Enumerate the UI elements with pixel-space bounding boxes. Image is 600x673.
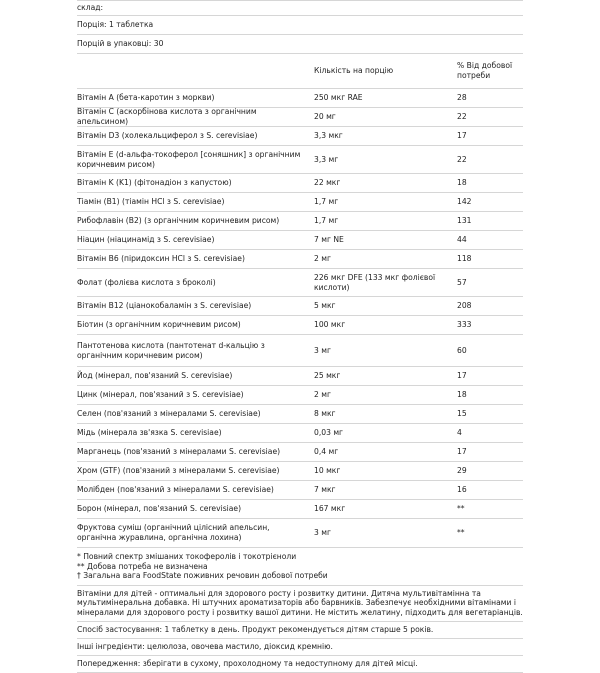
daily-value-percent: ** [457, 504, 465, 514]
daily-value-percent: 57 [457, 277, 467, 287]
amount-per-serving: 226 мкг DFE (133 мкг фолієвої кислоти) [314, 272, 436, 292]
amount-per-serving: 2 мг [314, 390, 331, 400]
nutrient-name: Вітамін А (бета-каротин з моркви) [77, 93, 215, 103]
footnote: † Загальна вага FoodState поживних речовин добової потреби [77, 571, 328, 580]
table-row [77, 231, 523, 249]
daily-value-percent: 142 [457, 197, 472, 207]
nutrient-name: Цинк (мінерал, пов'язаний з S. cerevisiae) [77, 390, 244, 400]
table-row [77, 335, 523, 366]
table-row [77, 481, 523, 499]
amount-per-serving: 10 мкг [314, 466, 341, 476]
amount-per-serving: 250 мкг RAE [314, 93, 363, 103]
nutrient-name: Вітамін C (аскорбінова кислота з органічним апельсином) [77, 107, 257, 126]
composition-label: склад: [77, 3, 104, 13]
table-row [77, 367, 523, 385]
table-row [77, 443, 523, 461]
table-row [77, 108, 523, 126]
nutrient-name: Ніацин (ніацинамід з S. cerevisiae) [77, 235, 215, 245]
footnotes [77, 548, 523, 585]
daily-value-percent: 208 [457, 301, 472, 311]
table-row [77, 316, 523, 334]
nutrient-name: Борон (мінерал, пов'язаний S. cerevisiae) [77, 504, 242, 514]
nutrient-name: Марганець (пов'язаний з мінералами S. cerevisiae) [77, 447, 281, 457]
daily-value-percent: ** [457, 528, 465, 538]
nutrient-name: Фолат (фолієва кислота з броколі) [77, 277, 216, 287]
amount-per-serving: 25 мкг [314, 371, 341, 381]
nutrient-name: Вітамін K (K1) (фітонадіон з капустою) [77, 178, 232, 188]
amount-per-serving: 167 мкг [314, 504, 346, 514]
table-row [77, 174, 523, 192]
daily-value-percent: 4 [457, 428, 462, 438]
daily-value-percent: 28 [457, 93, 467, 103]
amount-per-serving: 1,7 мг [314, 216, 339, 226]
nutrient-name: Пантотенова кислота (пантотенат d-кальцію з органічним коричневим рисом) [77, 340, 265, 360]
daily-value-percent: 29 [457, 466, 467, 476]
amount-per-serving: 0,03 мг [314, 428, 344, 438]
amount-per-serving: 3 мг [314, 528, 331, 538]
nutrient-name: Вітамін B6 (піридоксин HCl з S. cerevisiae) [77, 254, 245, 264]
amount-per-serving: 3,3 мг [314, 154, 339, 164]
daily-value-percent: 333 [457, 320, 472, 330]
table-row [77, 250, 523, 268]
table-row [77, 193, 523, 211]
other-ingredients: Інші інгредієнти: целюлоза, овочева мастило, діоксид кремнію. [77, 641, 333, 651]
product-description: Вітаміни для дітей - оптимальні для здорового росту і розвитку дитини. Дитяча мультивітамінна та мультимінеральна добавка. Ні штучних ароматизаторів або барвників. Забезпечує необхідними вітамінами і мінералами для здорового росту і розвитку вашої дитини. Не містить желатину, підходить для вегетаріанців. [77, 588, 523, 618]
table-row [77, 269, 523, 296]
nutrient-name: Йод (мінерал, пов'язаний S. cerevisiae) [77, 371, 233, 381]
daily-value-percent: 18 [457, 390, 467, 400]
serving-size: Порція: 1 таблетка [77, 20, 154, 30]
daily-value-percent: 44 [457, 235, 467, 245]
amount-per-serving: 3,3 мкг [314, 131, 343, 141]
nutrient-name: Молібден (пов'язаний з мінералами S. cerevisiae) [77, 485, 274, 495]
daily-value-percent: 18 [457, 178, 467, 188]
footnote: ** Добова потреба не визначена [77, 561, 208, 571]
table-header [77, 54, 523, 88]
usage-instructions: Спосіб застосування: 1 таблетку в день. Продукт рекомендується дітям старше 5 років. [77, 625, 434, 635]
nutrient-table [77, 88, 523, 547]
daily-value-percent: 17 [457, 447, 467, 457]
table-row [77, 89, 523, 107]
nutrient-name: Селен (пов'язаний з мінералами S. cerevisiae) [77, 409, 261, 419]
nutrient-name: Біотин (з органічним коричневим рисом) [77, 320, 241, 330]
table-row [77, 462, 523, 480]
nutrient-name: Тіамін (B1) (тіамін HCl з S. cerevisiae) [77, 197, 225, 207]
table-row [77, 405, 523, 423]
footnote: * Повний спектр змішаних токоферолів і токотрієноли [77, 552, 297, 561]
nutrient-name: Мідь (мінерала зв'язка S. cerevisiae) [77, 428, 222, 438]
amount-per-serving: 7 мкг [314, 485, 336, 495]
daily-value-percent: 118 [457, 254, 472, 264]
daily-value-percent: 16 [457, 485, 467, 495]
nutrient-name: Фруктова суміш (органічний цілісний апельсин, органічна журавлина, органічна лохина) [77, 523, 270, 542]
daily-value-percent: 22 [457, 154, 467, 164]
table-row [77, 424, 523, 442]
amount-per-serving: 1,7 мг [314, 197, 339, 207]
daily-value-percent: 60 [457, 345, 467, 355]
amount-per-serving: 2 мг [314, 254, 331, 264]
amount-per-serving: 7 мг NE [314, 235, 344, 245]
daily-value-percent: 22 [457, 112, 467, 122]
table-row [77, 297, 523, 315]
warning-text: Попередження: зберігати в сухому, прохолодному та недоступному для дітей місці. [77, 658, 418, 668]
supplement-facts-panel [77, 0, 523, 673]
column-header-amount: Кількість на порцію [314, 66, 394, 76]
nutrient-name: Вітамін B12 (ціанокобаламін з S. cerevisiae) [77, 301, 252, 311]
nutrient-name: Вітамін E (d-альфа-токоферол [соняшник] з органічним коричневим рисом) [77, 149, 301, 169]
nutrient-name: Рибофлавін (B2) (з органічним коричневим рисом) [77, 216, 280, 226]
daily-value-percent: 17 [457, 371, 467, 381]
daily-value-percent: 131 [457, 216, 472, 226]
amount-per-serving: 0,4 мг [314, 447, 339, 457]
servings-per-pack: Порцій в упаковці: 30 [77, 39, 164, 49]
daily-value-percent: 17 [457, 131, 467, 141]
column-header-daily-value: % Від добової потреби [457, 61, 513, 80]
table-row [77, 212, 523, 230]
amount-per-serving: 20 мг [314, 112, 336, 122]
nutrient-name: Вітамін D3 (холекальциферол з S. cerevisiae) [77, 131, 258, 141]
amount-per-serving: 3 мг [314, 345, 331, 355]
table-row [77, 127, 523, 145]
amount-per-serving: 8 мкг [314, 409, 336, 419]
table-row [77, 386, 523, 404]
amount-per-serving: 100 мкг [314, 320, 346, 330]
daily-value-percent: 15 [457, 409, 467, 419]
amount-per-serving: 22 мкг [314, 178, 341, 188]
table-row [77, 519, 523, 547]
nutrient-name: Хром (GTF) (пов'язаний з мінералами S. cerevisiae) [77, 466, 280, 476]
table-row [77, 500, 523, 518]
amount-per-serving: 5 мкг [314, 301, 336, 311]
table-row [77, 146, 523, 173]
